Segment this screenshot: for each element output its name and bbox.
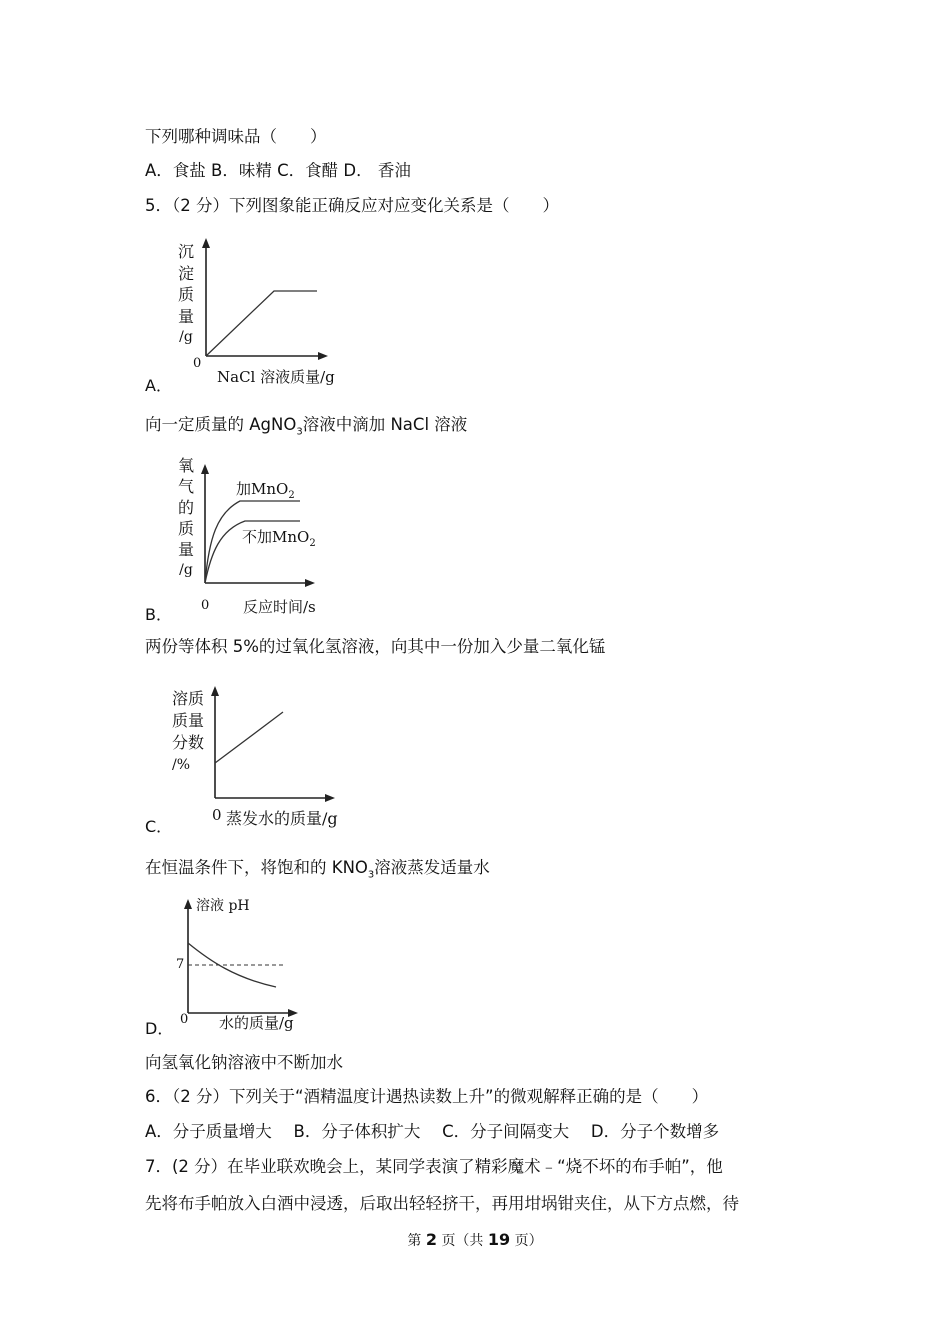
- question-5-stem: 5．（2 分）下列图象能正确反应对应变化关系是（ ）: [145, 196, 559, 215]
- option-a-label: A．: [145, 376, 172, 395]
- graph-c-x-axis-label: 蒸发水的质量/g: [226, 809, 338, 828]
- question-4-options: A．食盐 B．味精 C．食醋 D． 香油: [145, 161, 411, 180]
- caption-d: 向氢氧化钠溶液中不断加水: [145, 1053, 343, 1072]
- graph-d-x-axis-label: 水的质量/g: [219, 1014, 294, 1032]
- graph-c: [205, 680, 345, 810]
- graph-d-origin: 0: [180, 1012, 189, 1027]
- graph-a-x-axis-label: NaCl 溶液质量/g: [217, 368, 335, 386]
- question-7-line-1: 7．(2 分）在毕业联欢晚会上，某同学表演了精彩魔术﹣“烧不坏的布手帕”，他: [145, 1157, 723, 1176]
- graph-a-origin: 0: [193, 356, 202, 371]
- graph-b-label-with-mno2: 加MnO$_2$: [236, 480, 295, 501]
- graph-b-x-axis-label: 反应时间/s: [243, 598, 316, 616]
- question-6-stem: 6．（2 分）下列关于“酒精温度计遇热读数上升”的微观解释正确的是（ ）: [145, 1087, 709, 1106]
- graph-a-y-axis-label: 沉 淀 质 量 /g: [177, 242, 194, 345]
- graph-c-origin: 0: [212, 806, 222, 824]
- question-6-options: A．分子质量增大 B．分子体积扩大 C．分子间隔变大 D．分子个数增多: [145, 1122, 720, 1141]
- graph-c-y-axis-label: 溶质 质量 分数 /%: [172, 689, 205, 773]
- graph-d-y-axis-label: 溶液 pH: [196, 898, 250, 914]
- question-4-stem-tail: 下列哪种调味品（ ）: [145, 127, 327, 146]
- caption-b: 两份等体积 5%的过氧化氢溶液，向其中一份加入少量二氧化锰: [145, 637, 606, 656]
- graph-b-y-axis-label: 氧 气 的 质 量 /g: [177, 456, 194, 578]
- question-7-line-2: 先将布手帕放入白酒中浸透，后取出轻轻挤干，再用坩埚钳夹住，从下方点燃，待: [145, 1194, 739, 1213]
- graph-d-tick-7: 7: [176, 957, 185, 972]
- caption-a: 向一定质量的 AgNO$_3$溶液中滴加 NaCl 溶液: [145, 415, 468, 438]
- option-c-label: C．: [145, 817, 173, 836]
- page-footer: 第 2 页（共 19 页）: [407, 1230, 543, 1249]
- option-b-label: B．: [145, 605, 172, 624]
- graph-b-origin: 0: [201, 598, 210, 613]
- caption-c: 在恒温条件下，将饱和的 $KNO_3$溶液蒸发适量水: [145, 858, 490, 881]
- graph-b-label-without-mno2: 不加MnO$_2$: [242, 528, 316, 549]
- option-d-label: D．: [145, 1019, 174, 1038]
